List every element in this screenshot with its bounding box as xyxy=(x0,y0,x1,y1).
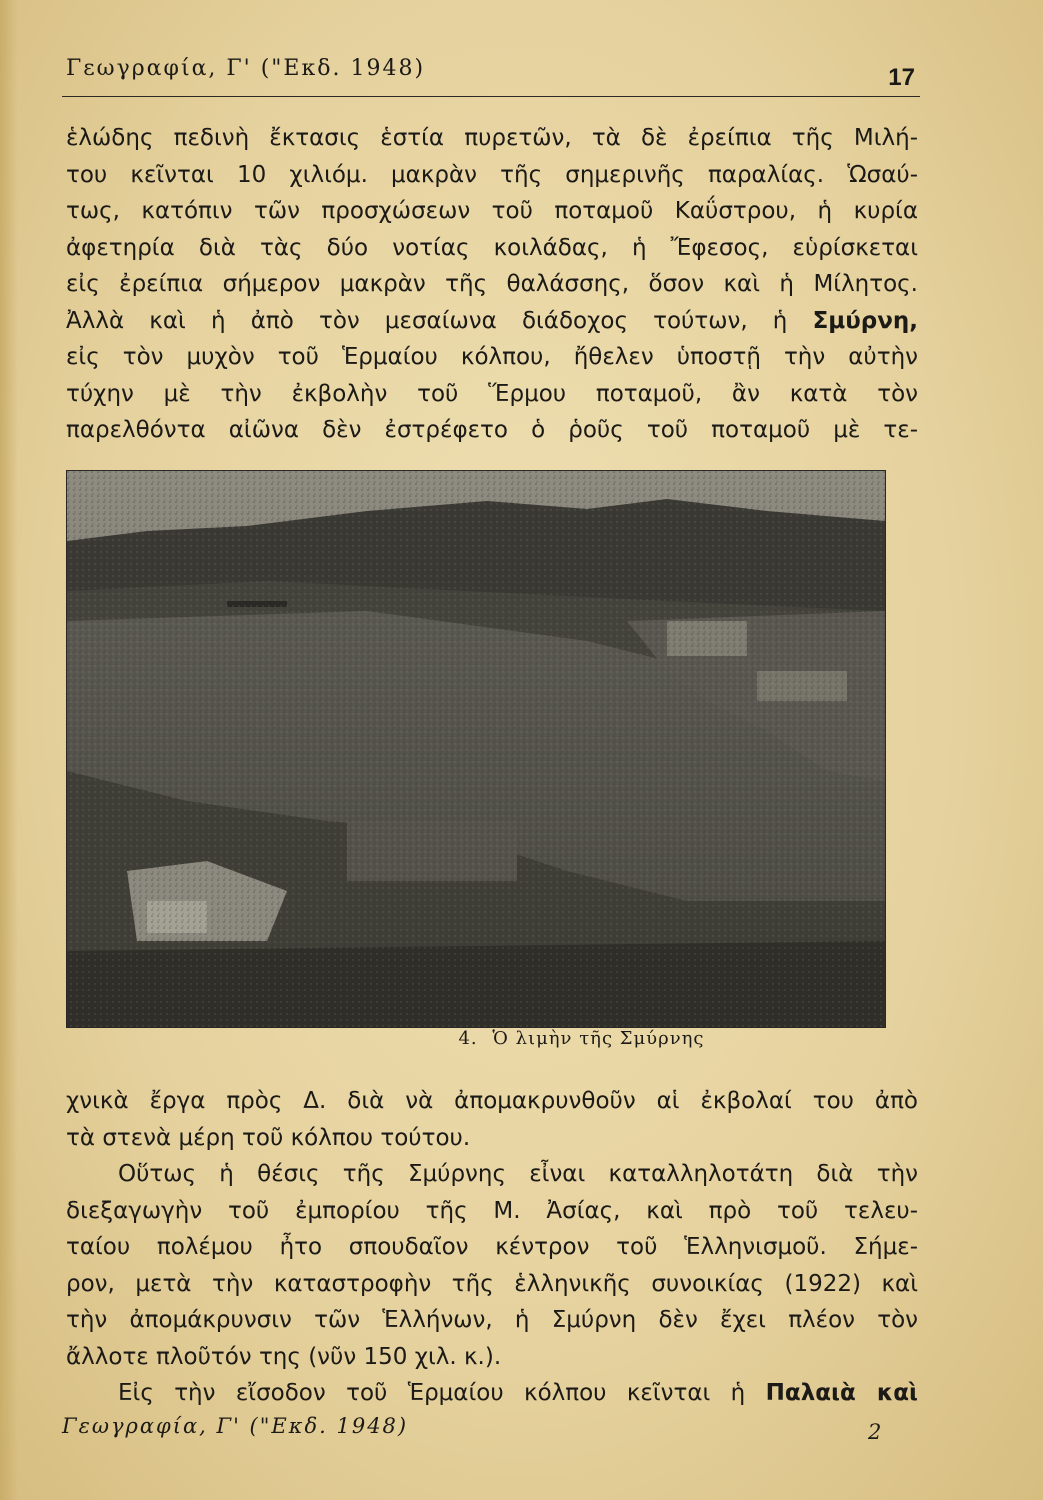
text-line: εἰς ἐρείπια σήμερον μακρὰν τῆς θαλάσσης, ὅσον καὶ ἡ Μίλητος. xyxy=(66,271,918,297)
body-text-bottom xyxy=(66,1083,918,1412)
running-foot: Γεωγραφία, Γ' ("Εκδ. 1948) xyxy=(62,1414,409,1438)
header-rule xyxy=(62,96,920,97)
text-line: ρον, μετὰ τὴν καταστροφὴν τῆς ἑλληνικῆς συνοικίας (1922) καὶ xyxy=(66,1270,918,1297)
city-name-bold: Σμύρνη, xyxy=(812,307,918,334)
running-head: Γεωγραφία, Γ' ("Εκδ. 1948) xyxy=(66,56,426,81)
text-line: του κεῖνται 10 χιλιόμ. μακρὰν τῆς σημερινῆς παραλίας. Ὡσαύ- xyxy=(66,161,918,188)
text-line-with-bold xyxy=(66,1375,918,1412)
text-line: τύχην μὲ τὴν ἐκβολὴν τοῦ Ἕρμου ποταμοῦ, ἂν κατὰ τὸν xyxy=(66,380,918,407)
text-segment: Ἀλλὰ καὶ ἡ ἀπὸ τὸν μεσαίωνα διάδοχος τούτων, ἡ xyxy=(66,307,788,334)
figure-caption xyxy=(0,1028,1043,1049)
text-line: Οὕτως ἡ θέσις τῆς Σμύρνης εἶναι καταλληλοτάτη διὰ τὴν xyxy=(118,1161,918,1187)
text-line: ἄλλοτε πλοῦτόν της (νῦν 150 χιλ. κ.). xyxy=(66,1343,502,1370)
text-line: διεξαγωγὴν τοῦ ἐμπορίου τῆς Μ. Ἀσίας, καὶ πρὸ τοῦ τελευ- xyxy=(66,1197,918,1224)
text-line: ἑλώδης πεδινὴ ἔκτασις ἑστία πυρετῶν, τὰ δὲ ἐρείπια τῆς Μιλή- xyxy=(66,125,918,151)
text-line: ἀφετηρία διὰ τὰς δύο νοτίας κοιλάδας, ἡ Ἔφεσος, εὑρίσκεται xyxy=(66,234,918,261)
text-line: παρελθόντα αἰῶνα δὲν ἐστρέφετο ὁ ῥοῦς τοῦ ποταμοῦ μὲ τε- xyxy=(66,417,918,443)
text-line: τὴν ἀπομάκρυνσιν τῶν Ἑλλήνων, ἡ Σμύρνη δὲν ἔχει πλέον τὸν xyxy=(66,1307,918,1333)
signature-mark: 2 xyxy=(868,1420,882,1444)
text-line: χνικὰ ἔργα πρὸς Δ. διὰ νὰ ἀπομακρυνθοῦν αἱ ἐκβολαί του ἀπὸ xyxy=(66,1088,918,1114)
body-text-top xyxy=(66,120,918,449)
page-number: 17 xyxy=(888,64,915,91)
text-line: ταίου πολέμου ἦτο σπουδαῖον κέντρον τοῦ Ἑλληνισμοῦ. Σήμε- xyxy=(66,1234,918,1260)
caption-text: Ὁ λιμὴν τῆς Σμύρνης xyxy=(492,1028,705,1049)
text-line: τως, κατόπιν τῶν προσχώσεων τοῦ ποταμοῦ Καΰστρου, ἡ κυρία xyxy=(66,198,918,224)
place-name-bold: Παλαιὰ καὶ xyxy=(765,1380,918,1406)
smyrna-harbor-photo xyxy=(66,470,886,1028)
text-line-with-bold xyxy=(66,303,918,340)
text-segment: Εἰς τὴν εἴσοδον τοῦ Ἑρμαίου κόλπου κεῖνται ἡ xyxy=(118,1380,746,1406)
text-line: τὰ στενὰ μέρη τοῦ κόλπου τούτου. xyxy=(66,1124,471,1151)
figure-number: 4. xyxy=(458,1028,478,1049)
text-line: εἰς τὸν μυχὸν τοῦ Ἑρμαίου κόλπου, ἤθελεν ὑποστῇ τὴν αὐτὴν xyxy=(66,344,918,370)
